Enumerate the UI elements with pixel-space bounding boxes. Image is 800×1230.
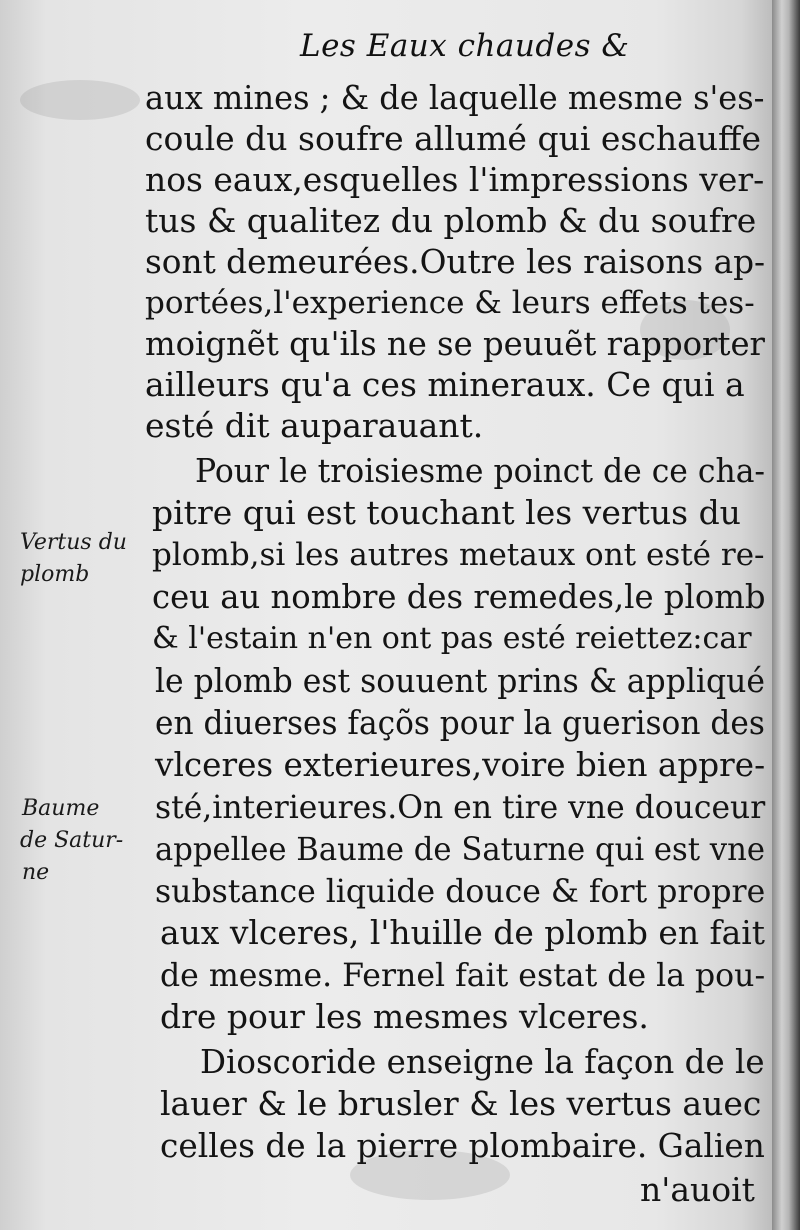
text-line: pitre qui est touchant les vertus du bbox=[152, 493, 741, 532]
text-line: celles de la pierre plombaire. Galien bbox=[160, 1126, 765, 1165]
text-line: lauer & le brusler & les vertus auec bbox=[160, 1084, 762, 1123]
text-line: & l'estain n'en ont pas esté reiettez:car bbox=[152, 621, 752, 656]
text-line: Pour le troisiesme poinct de ce cha- bbox=[195, 451, 766, 490]
text-line: ceu au nombre des remedes,le plomb bbox=[152, 577, 766, 616]
text-line: appellee Baume de Saturne qui est vne bbox=[155, 830, 766, 868]
text-line: de mesme. Fernel fait estat de la pou- bbox=[160, 956, 766, 994]
margin-note-vertus: plomb bbox=[20, 562, 90, 587]
text-line: aux vlceres, l'huille de plomb en fait bbox=[160, 913, 766, 952]
text-line: coule du soufre allumé qui eschauffe bbox=[145, 119, 761, 158]
text-line: nos eaux,esquelles l'impressions ver- bbox=[145, 160, 765, 199]
running-title: Les Eaux chaudes & bbox=[300, 28, 630, 64]
text-line: en diuerses façõs pour la guerison des bbox=[155, 703, 765, 742]
text-line: dre pour les mesmes vlceres. bbox=[160, 997, 649, 1036]
text-line: sté,interieures.On en tire vne douceur bbox=[155, 788, 766, 826]
text-line: ailleurs qu'a ces mineraux. Ce qui a bbox=[145, 365, 745, 404]
text-line: plomb,si les autres metaux ont esté re- bbox=[152, 537, 765, 573]
text-line: sont demeurées.Outre les raisons ap- bbox=[145, 242, 766, 281]
text-line: portées,l'experience & leurs effets tes- bbox=[145, 285, 755, 321]
margin-note-baume: ne bbox=[22, 860, 50, 885]
text-line: tus & qualitez du plomb & du soufre bbox=[145, 201, 757, 240]
text-line: moignẽt qu'ils ne se peuuẽt rapporter bbox=[145, 324, 765, 363]
text-line: substance liquide douce & fort propre bbox=[155, 872, 766, 910]
text-line: esté dit auparauant. bbox=[145, 406, 484, 445]
margin-note-vertus: Vertus du bbox=[20, 530, 127, 555]
catchword: n'auoit bbox=[640, 1170, 755, 1209]
text-line: aux mines ; & de laquelle mesme s'es- bbox=[145, 78, 765, 117]
margin-note-baume: de Satur- bbox=[20, 828, 124, 853]
text-line: Dioscoride enseigne la façon de le bbox=[200, 1042, 765, 1081]
margin-note-baume: Baume bbox=[22, 796, 100, 821]
text-line: le plomb est souuent prins & appliqué bbox=[155, 661, 765, 700]
page-stain bbox=[20, 80, 140, 120]
page-edge bbox=[772, 0, 800, 1230]
text-line: vlceres exterieures,voire bien appre- bbox=[155, 745, 766, 784]
